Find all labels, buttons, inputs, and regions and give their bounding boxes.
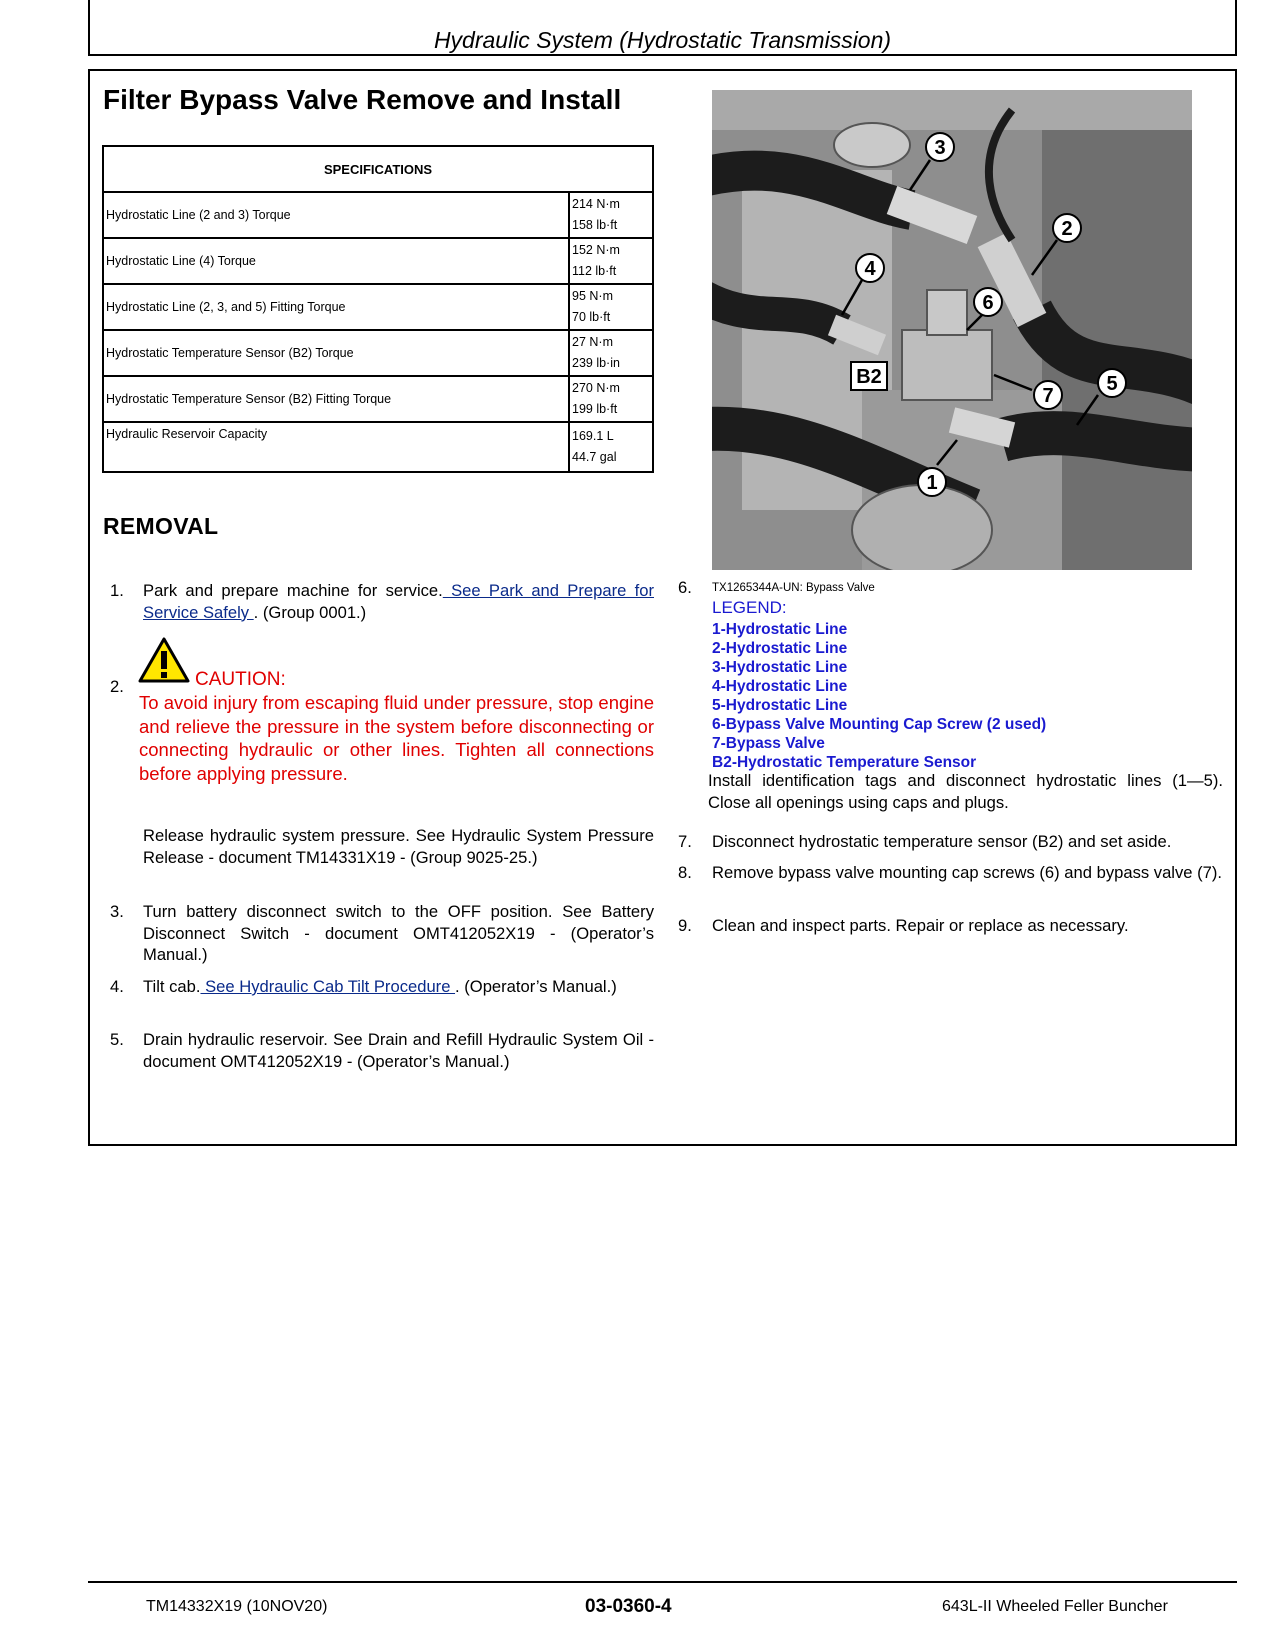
list-item <box>110 976 654 998</box>
list-item <box>678 862 1223 884</box>
spec-value-imperial: 112 lb·ft <box>572 264 617 278</box>
step-text: Tilt cab. <box>143 977 201 996</box>
spec-label: Hydrostatic Temperature Sensor (B2) Torque <box>103 330 569 376</box>
page-header <box>88 0 1237 56</box>
document-id: TM14332X19 (10NOV20) <box>146 1598 328 1615</box>
table-row <box>103 422 653 472</box>
list-item <box>110 1029 654 1072</box>
step-number: 6. <box>678 578 692 597</box>
table-row <box>103 376 653 422</box>
svg-text:7: 7 <box>1042 385 1054 407</box>
table-row <box>103 238 653 284</box>
spec-value-metric: 152 N·m <box>572 243 620 257</box>
caution-text: To avoid injury from escaping fluid under pressure, stop engine and relieve the pressure in the system before disconnecting or connecting hydraulic or other lines. Tighten all connections before applying pressure. <box>139 692 654 784</box>
spec-label: Hydrostatic Line (2 and 3) Torque <box>103 192 569 238</box>
page-title: Filter Bypass Valve Remove and Install <box>103 84 622 115</box>
spec-label: Hydraulic Reservoir Capacity <box>103 422 569 472</box>
svg-text:2: 2 <box>1061 218 1073 240</box>
svg-text:B2: B2 <box>856 366 882 388</box>
legend-item: B2-Hydrostatic Temperature Sensor <box>712 754 977 771</box>
cab-tilt-procedure-link[interactable]: See Hydraulic Cab Tilt Procedure <box>200 977 456 996</box>
spec-value-metric: 270 N·m <box>572 381 620 395</box>
step-number: 3. <box>110 902 124 921</box>
callout-b2 <box>851 362 887 390</box>
list-item <box>110 580 654 623</box>
step-number: 5. <box>110 1030 124 1049</box>
callout-4 <box>856 254 884 282</box>
spec-value-imperial: 44.7 gal <box>572 450 617 464</box>
table-row <box>103 330 653 376</box>
park-and-prepare-link[interactable]: See Park and Prepare for Service Safely <box>143 581 654 622</box>
step-text-after: . (Group 0001.) <box>253 602 367 622</box>
step-text: Release hydraulic system pressure. See Hydraulic System Pressure Release - document TM14331X19 - (Group 9025-25.) <box>143 826 654 867</box>
spec-value-imperial: 199 lb·ft <box>572 402 618 416</box>
page-number: 03-0360-4 <box>585 1596 672 1617</box>
list-item <box>678 831 1223 853</box>
step-number: 9. <box>678 916 692 935</box>
step-number: 8. <box>678 863 692 882</box>
specifications-heading: SPECIFICATIONS <box>103 146 653 192</box>
legend-item: 6-Bypass Valve Mounting Cap Screw (2 used) <box>712 716 1047 733</box>
figure-caption: TX1265344A-UN: Bypass Valve <box>712 582 875 594</box>
callout-7 <box>1034 381 1062 409</box>
step-text: Park and prepare machine for service. <box>143 581 443 600</box>
table-row <box>103 192 653 238</box>
spec-label: Hydrostatic Line (4) Torque <box>103 238 569 284</box>
spec-value-metric: 95 N·m <box>572 289 613 303</box>
spec-value-metric: 27 N·m <box>572 335 613 349</box>
spec-value-imperial: 70 lb·ft <box>572 310 611 324</box>
list-item <box>110 636 654 836</box>
legend-item: 1-Hydrostatic Line <box>712 621 848 638</box>
step-text: Clean and inspect parts. Repair or replace as necessary. <box>712 916 1129 935</box>
spec-label: Hydrostatic Temperature Sensor (B2) Fitting Torque <box>103 376 569 422</box>
legend-item: 4-Hydrostatic Line <box>712 678 848 695</box>
callout-2 <box>1053 214 1081 242</box>
spec-value-imperial: 239 lb·in <box>572 356 620 370</box>
spec-value-metric: 214 N·m <box>572 197 620 211</box>
step-text: Disconnect hydrostatic temperature sensor (B2) and set aside. <box>712 832 1172 851</box>
svg-text:3: 3 <box>934 137 946 159</box>
step-number: 2. <box>110 677 124 696</box>
spec-value-metric: 169.1 L <box>572 429 614 443</box>
legend-item: 2-Hydrostatic Line <box>712 640 848 657</box>
spec-value-imperial: 158 lb·ft <box>572 218 618 232</box>
legend-item: 7-Bypass Valve <box>712 735 825 752</box>
caution-label: CAUTION: <box>195 669 286 690</box>
svg-text:1: 1 <box>926 472 938 494</box>
step-number: 1. <box>110 581 124 600</box>
caution-warning-icon <box>138 636 190 684</box>
callout-1 <box>918 468 946 496</box>
step-text: Remove bypass valve mounting cap screws (6) and bypass valve (7). <box>712 863 1223 882</box>
svg-text:6: 6 <box>982 292 994 314</box>
callout-6 <box>974 288 1002 316</box>
svg-text:5: 5 <box>1106 373 1118 395</box>
callout-5 <box>1098 369 1126 397</box>
list-item <box>110 825 654 868</box>
machine-name: 643L-II Wheeled Feller Buncher <box>942 1598 1168 1615</box>
legend-item: 3-Hydrostatic Line <box>712 659 848 676</box>
figure-legend <box>712 620 1192 772</box>
list-item <box>110 901 654 966</box>
footer-divider <box>88 1581 1237 1583</box>
step-text: Turn battery disconnect switch to the OFF position. See Battery Disconnect Switch - document OMT412052X19 - (Operator’s Manual.) <box>143 902 654 964</box>
table-row <box>103 284 653 330</box>
removal-heading: REMOVAL <box>103 513 219 539</box>
legend-item: 5-Hydrostatic Line <box>712 697 848 714</box>
spec-label: Hydrostatic Line (2, 3, and 5) Fitting Torque <box>103 284 569 330</box>
specifications-table <box>102 145 654 473</box>
svg-text:4: 4 <box>864 258 876 280</box>
legend-heading: LEGEND: <box>712 598 787 617</box>
step-number: 4. <box>110 977 124 996</box>
section-title: Hydraulic System (Hydrostatic Transmission) <box>433 27 892 53</box>
callout-3 <box>926 133 954 161</box>
step-number: 7. <box>678 832 692 851</box>
list-item <box>678 915 1223 937</box>
step-text: Install identification tags and disconnect hydrostatic lines (1—5). Close all openings using caps and plugs. <box>708 771 1223 812</box>
step-text: Drain hydraulic reservoir. See Drain and Refill Hydraulic System Oil - document OMT412052X19 - (Operator’s Manual.) <box>143 1030 654 1071</box>
step-text-after: . (Operator’s Manual.) <box>455 977 617 996</box>
bypass-valve-photo <box>712 90 1192 570</box>
